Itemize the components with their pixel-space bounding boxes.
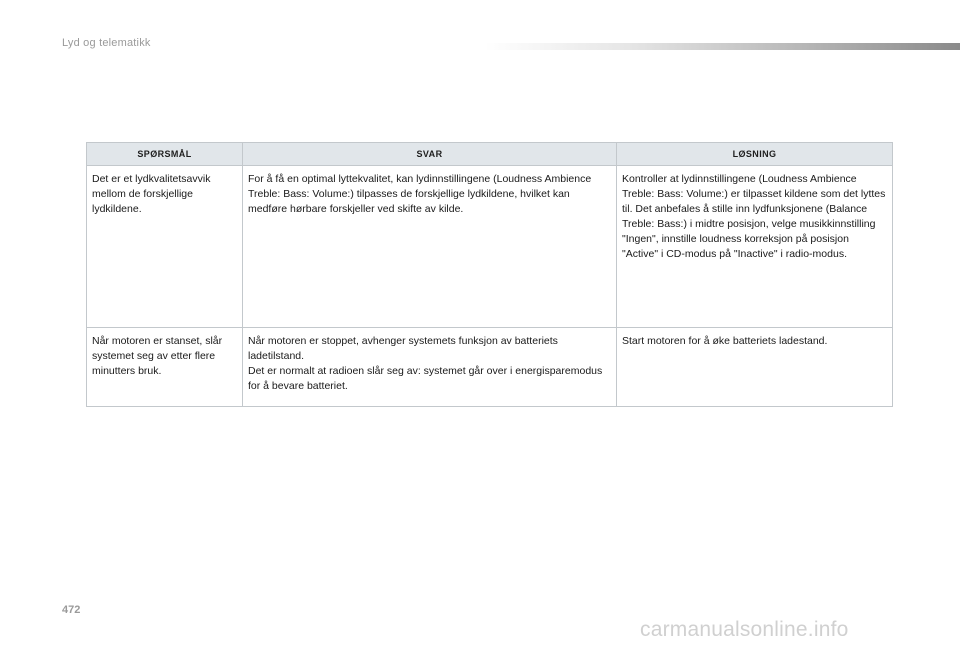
question-cell: Når motoren er stanset, slår systemet seg av etter flere minutters bruk. (87, 328, 243, 407)
answer-cell (243, 328, 617, 407)
column-header-question: SPØRSMÅL (87, 143, 243, 166)
answer-line: Det er normalt at radioen slår seg av: systemet går over i energisparemodus for å bevare batteriet. (248, 365, 603, 392)
column-header-solution: LØSNING (617, 143, 893, 166)
solution-cell: Start motoren for å øke batteriets ladestand. (617, 328, 893, 407)
troubleshooting-table (86, 142, 893, 407)
page-number: 472 (62, 604, 81, 616)
solution-cell: Kontroller at lydinnstillingene (Loudness Ambience Treble: Bass: Volume:) er tilpasset kildene som det lyttes til. Det anbefales å stille inn lydfunksjonene (Balance Treble: Bass:) i midtre posisjon, velge musikkinnstilling "Ingen", innstille loudness korreksjon på posisjon "Active" i CD-modus på "Inactive" i radio-modus. (617, 166, 893, 328)
table-row (87, 166, 893, 328)
section-title: Lyd og telematikk (62, 37, 151, 49)
question-cell: Det er et lydkvalitetsavvik mellom de forskjellige lydkildene. (87, 166, 243, 328)
answer-line: Når motoren er stoppet, avhenger systemets funksjon av batteriets ladetilstand. (248, 335, 558, 362)
column-header-answer: SVAR (243, 143, 617, 166)
header-gradient-bar (485, 43, 960, 50)
table-header-row (87, 143, 893, 166)
answer-cell: For å få en optimal lyttekvalitet, kan lydinnstillingene (Loudness Ambience Treble: Bass: Volume:) tilpasses de forskjellige lydkildene, hvilket kan medføre hørbare forskjeller ved skifte av kilde. (243, 166, 617, 328)
table-row (87, 328, 893, 407)
watermark-text: carmanualsonline.info (640, 618, 849, 641)
